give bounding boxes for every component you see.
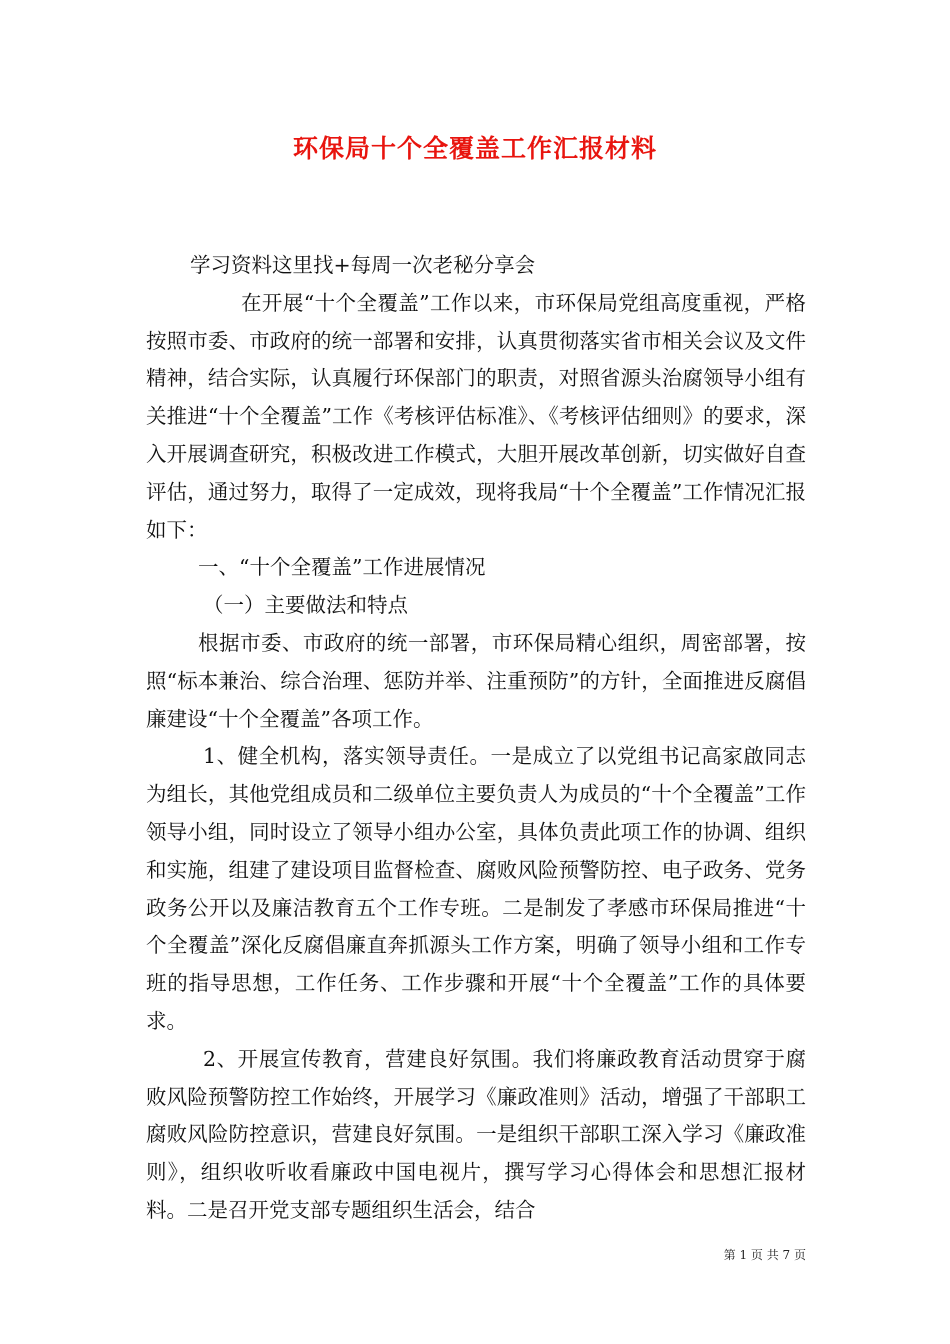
share-note: 学习资料这里找+每周一次老秘分享会 <box>190 253 536 277</box>
document-body <box>146 247 806 1230</box>
numbered-paragraph-1: 1、健全机构，落实领导责任。一是成立了以党组书记高家啟同志为组长，其他党组成员和二级单位主要负责人为成员的“十个全覆盖”工作领导小组，同时设立了领导小组办公室，具体负责此项工作的协调、组织和实施，组建了建设项目监督检查、腐败风险预警防控、电子政务、党务政务公开以及廉洁教育五个工作专班。二是制发了孝感市环保局推进“十个全覆盖”深化反腐倡廉直奔抓源头工作方案，明确了领导小组和工作专班的指导思想，工作任务、工作步骤和开展“十个全覆盖”工作的具体要求。 <box>146 744 806 1033</box>
body-paragraph: 根据市委、市政府的统一部署，市环保局精心组织，周密部署，按照“标本兼治、综合治理、惩防并举、注重预防”的方针，全面推进反腐倡廉建设“十个全覆盖”各项工作。 <box>146 630 806 731</box>
section-heading: 一、“十个全覆盖”工作进展情况 <box>198 555 486 580</box>
document-title: 环保局十个全覆盖工作汇报材料 <box>292 134 657 163</box>
intro-paragraph: 在开展“十个全覆盖”工作以来，市环保局党组高度重视，严格按照市委、市政府的统一部署和安排，认真贯彻落实省市相关会议及文件精神，结合实际，认真履行环保部门的职责，对照省源头治腐领导小组有关推进“十个全覆盖”工作《考核评估标准》、《考核评估细则》的要求，深入开展调查研究，积极改进工作模式，大胆开展改革创新，切实做好自查评估，通过努力，取得了一定成效，现将我局“十个全覆盖”工作情况汇报如下： <box>146 290 806 542</box>
page-footer: 第 1 页 共 7 页 <box>723 1248 806 1262</box>
numbered-paragraph-2: 2、开展宣传教育，营建良好氛围。我们将廉政教育活动贯穿于腐败风险预警防控工作始终，开展学习《廉政准则》活动，增强了干部职工腐败风险防控意识，营建良好氛围。一是组织干部职工深入学习《廉政准则》，组织收听收看廉政中国电视片，撰写学习心得体会和思想汇报材料。二是召开党支部专题组织生活会，结合 <box>146 1046 806 1222</box>
subsection-heading: （一）主要做法和特点 <box>203 593 408 618</box>
